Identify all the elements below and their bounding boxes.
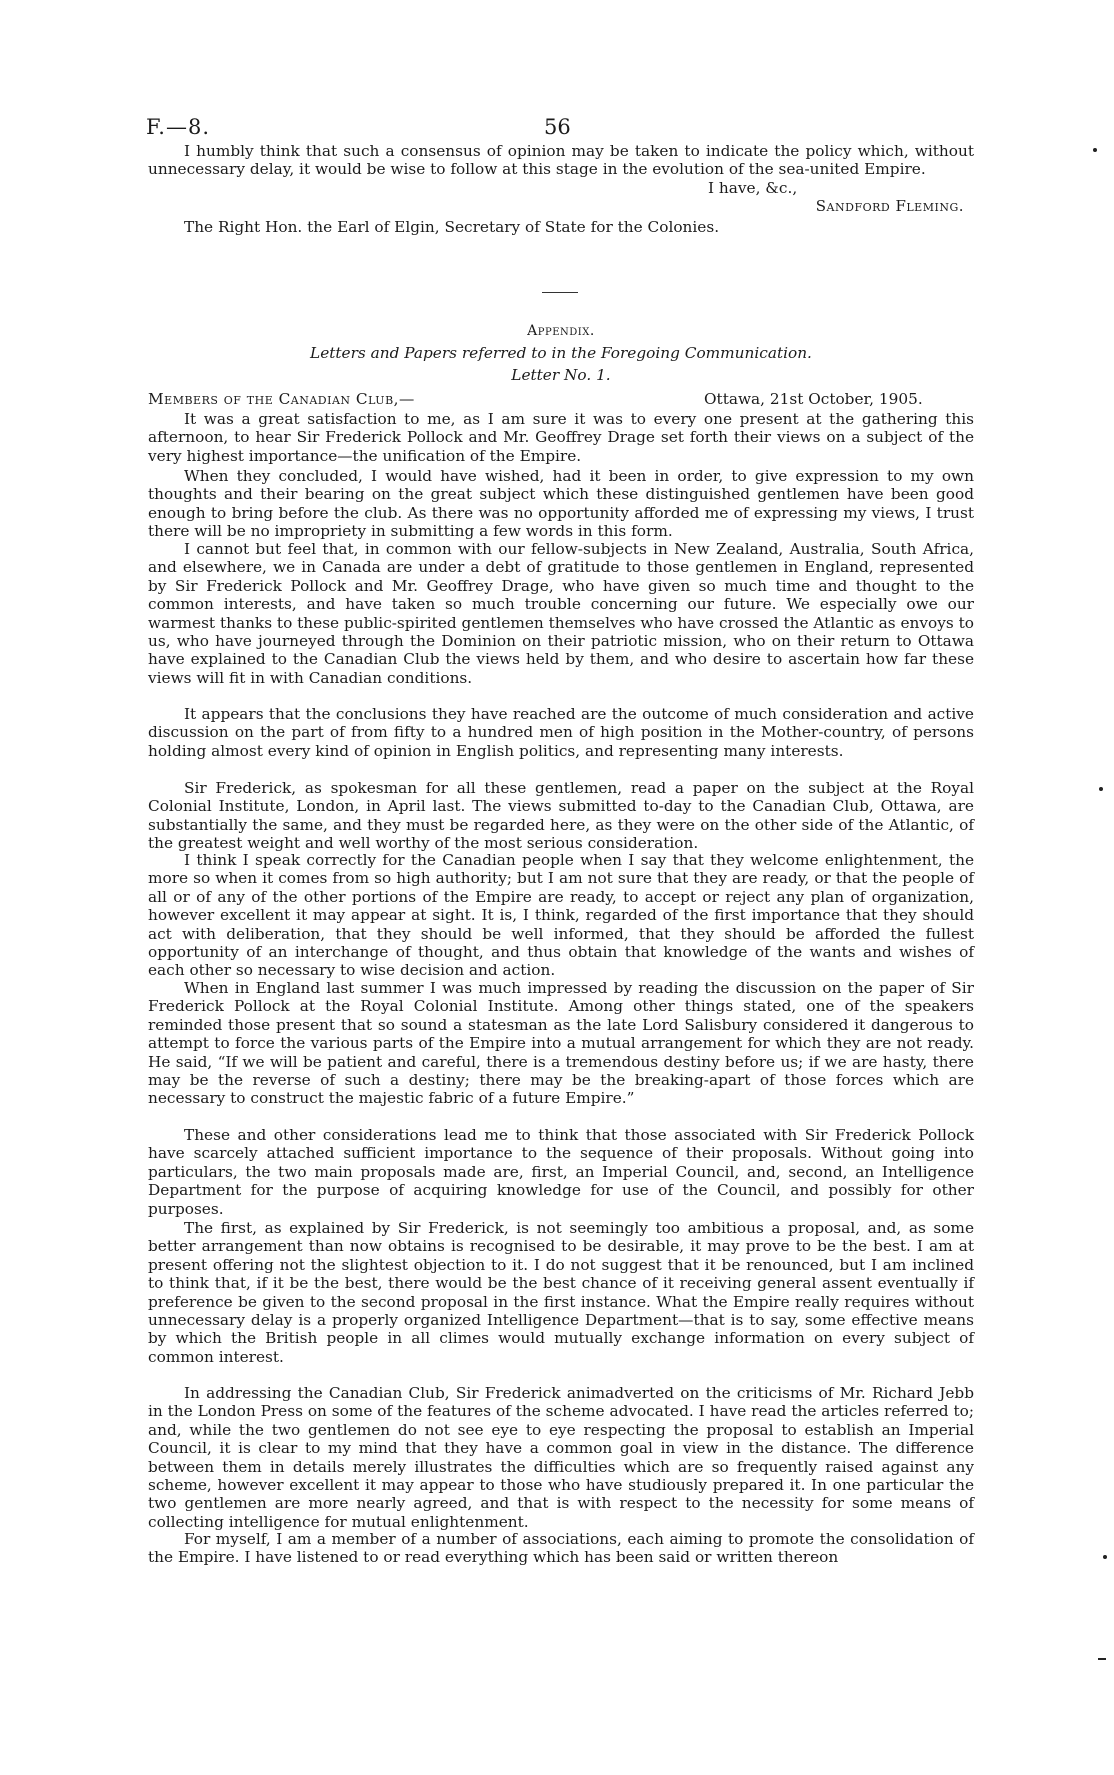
letter-paragraph-3: I cannot but feel that, in common with our fellow-subjects in New Zealand, Australia, South Africa, and elsewhere, we in Canada are under a debt of gratitude to those gentlemen in England, represented by Sir Frederick Pollock and Mr. Geoffrey Drage, who have given so much time and thought to the common interests, and have taken so much trouble concerning our future. We especially owe our warmest thanks to these public-spirited gentlemen themselves who have crossed the Atlantic as envoys to us, who have journeyed through the Dominion on their patriotic mission, who on their return to Ottawa have explained to the Canadian Club the views held by them, and who desire to ascertain how far these views will fit in with Canadian conditions. xyxy=(148,540,974,687)
section-divider xyxy=(542,292,578,293)
letter-paragraph-8: These and other considerations lead me to think that those associated with Sir Frederick Pollock have scarcely attached sufficient importance to the sequence of their proposals. Without going into particulars, the two main proposals made are, first, an Imperial Council, and, second, an Intelligence Department for the purpose of acquiring knowledge for use of the Council, and possibly for other purposes. xyxy=(148,1126,974,1218)
letter-paragraph-4: It appears that the conclusions they have reached are the outcome of much consideration and active discussion on the part of from fifty to a hundred men of high position in the Mother-country, of persons holding almost every kind of opinion in English politics, and representing many interests. xyxy=(148,705,974,760)
letter-paragraph-9: The first, as explained by Sir Frederick, is not seemingly too ambitious a proposal, and, as some better arrangement than now obtains is recognised to be desirable, it may prove to be the best. I am at present offering not the slightest objection to it. I do not suggest that it be renounced, but I am inclined to think that, if it be the best, there would be the best chance of it receiving general assent eventually if preference be given to the second proposal in the first instance. What the Empire really requires without unnecessary delay is a properly organized Intelligence Department—that is to say, some effective means by which the British people in all climes would mutually exchange information on every subject of common interest. xyxy=(148,1219,974,1366)
letter-paragraph-5: Sir Frederick, as spokesman for all these gentlemen, read a paper on the subject at the Royal Colonial Institute, London, in April last. The views submitted to-day to the Canadian Club, Ottawa, are substantially the same, and they must be regarded here, as they were on the other side of the Atlantic, of the greatest weight and well worthy of the most serious consideration. xyxy=(148,779,974,853)
letter-salutation: Members of the Canadian Club,— xyxy=(148,390,415,408)
complimentary-close: I have, &c., xyxy=(708,179,798,197)
letter-paragraph-1: It was a great satisfaction to me, as I am sure it was to every one present at the gathering this afternoon, to hear Sir Frederick Pollock and Mr. Geoffrey Drage set forth their views on a subject of the very highest importance—the unification of the Empire. xyxy=(148,410,974,465)
letter-paragraph-10: In addressing the Canadian Club, Sir Frederick animadverted on the criticisms of Mr. Richard Jebb in the London Press on some of the features of the scheme advocated. I have read the articles referred to; and, while the two gentlemen do not see eye to eye respecting the proposal to establish an Imperial Council, it is clear to my mind that they have a common goal in view in the distance. The difference between them in details merely illustrates the difficulties which are so frequently raised against any scheme, however excellent it may appear to those who have studiously prepared it. In one particular the two gentlemen are more nearly agreed, and that is with respect to the necessity for some means of collecting intelligence for mutual enlightenment. xyxy=(148,1384,974,1531)
letter-heading xyxy=(148,390,974,410)
letter-paragraph-6: I think I speak correctly for the Canadian people when I say that they welcome enlightenment, the more so when it comes from so high authority; but I am not sure that they are ready, or that the people of all or of any of the other portions of the Empire are ready, to accept or reject any plan of organization, however excellent it may appear at sight. It is, I think, regarded of the first importance that they should act with deliberation, that they should be well informed, that they should be afforded the fullest opportunity of an interchange of thought, and thus obtain that knowledge of the wants and wishes of each other so necessary to wise decision and action. xyxy=(148,851,974,980)
letter-paragraph-2: When they concluded, I would have wished, had it been in order, to give expression to my own thoughts and their bearing on the great subject which these distinguished gentlemen have been good enough to bring before the club. As there was no opportunity afforded me of expressing my views, I trust there will be no impropriety in submitting a few words in this form. xyxy=(148,467,974,541)
appendix-heading: Appendix. xyxy=(527,323,595,339)
closing-paragraph: I humbly think that such a consensus of opinion may be taken to indicate the policy which, without unnecessary delay, it would be wise to follow at this stage in the evolution of the sea-united Empire. xyxy=(148,142,974,179)
margin-mark xyxy=(1098,1658,1106,1660)
document-reference: F.—8. xyxy=(146,115,211,139)
letter-paragraph-7: When in England last summer I was much impressed by reading the discussion on the paper of Sir Frederick Pollock at the Royal Colonial Institute. Among other things stated, one of the speakers reminded those present that so sound a statesman as the late Lord Salisbury considered it dangerous to attempt to force the various parts of the Empire into a mutual arrangement for which they are not ready. He said, “If we will be patient and careful, there is a tremendous destiny before us; if we are hasty, there may be the reverse of such a destiny; there may be the breaking-apart of those forces which are necessary to construct the majestic fabric of a future Empire.” xyxy=(148,979,974,1108)
letter-date: Ottawa, 21st October, 1905. xyxy=(704,390,923,408)
page-number: 56 xyxy=(544,115,571,139)
margin-mark xyxy=(1093,148,1097,152)
margin-mark xyxy=(1103,1555,1107,1559)
appendix-subtitle: Letters and Papers referred to in the Foregoing Communication. xyxy=(310,344,812,362)
letter-paragraph-11: For myself, I am a member of a number of associations, each aiming to promote the consolidation of the Empire. I have listened to or read everything which has been said or written thereon xyxy=(148,1530,974,1567)
letter-label: Letter No. 1. xyxy=(511,366,611,384)
signature: Sandford Fleming. xyxy=(815,197,964,215)
addressee: The Right Hon. the Earl of Elgin, Secretary of State for the Colonies. xyxy=(184,218,720,236)
margin-mark xyxy=(1099,787,1103,791)
